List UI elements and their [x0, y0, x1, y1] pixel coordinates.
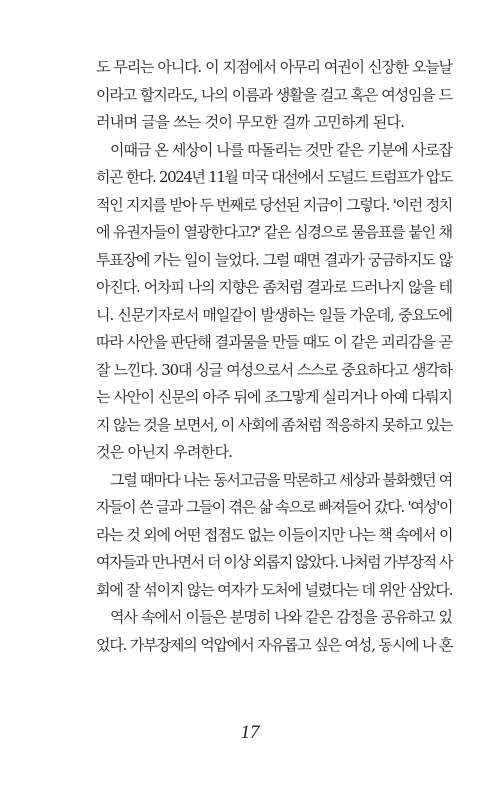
- text-line: 것은 아닌지 우려한다.: [96, 443, 233, 461]
- text-line: 었다. 가부장제의 억압에서 자유롭고 싶은 여성, 동시에 나 혼: [96, 635, 453, 654]
- text-line: 라는 것 외에 어떤 접점도 없는 이들이지만 나는 책 속에서 이: [96, 525, 453, 544]
- book-page-body: [96, 54, 452, 659]
- text-line: 그럴 때마다 나는 동서고금을 막론하고 세상과 불화했던 여: [110, 470, 452, 489]
- page-number: 17: [240, 722, 260, 743]
- paragraph: [96, 604, 452, 659]
- text-line: 자들이 쓴 글과 그들이 겪은 삶 속으로 빠져들어 갔다. '여성'이: [96, 498, 452, 516]
- text-line: 여자들과 만나면서 더 이상 외롭지 않았다. 나처럼 가부장적 사: [96, 553, 452, 571]
- text-line: 아진다. 어차피 나의 지향은 좀처럼 결과로 드러나지 않을 테: [96, 278, 452, 296]
- text-line: 적인 지지를 받아 두 번째로 당선된 지금이 그렇다. '이런 정치: [96, 195, 452, 214]
- text-line: 는 사안이 신문의 아주 뒤에 조그맣게 실리거나 아예 다뤄지: [96, 388, 452, 406]
- text-line: 에 유권자들이 열광한다고?' 같은 심경으로 물음표를 붙인 채: [96, 223, 452, 241]
- paragraph: [96, 54, 452, 137]
- paragraph: [96, 137, 452, 467]
- text-line: 러내며 글을 쓰는 것이 무모한 걸까 고민하게 된다.: [96, 113, 405, 131]
- text-line: 회에 잘 섞이지 않는 여자가 도처에 널렸다는 데 위안 삼았다.: [96, 580, 453, 599]
- text-line: 잘 느낀다. 30대 싱글 여성으로서 스스로 중요하다고 생각하: [96, 360, 452, 379]
- text-line: 투표장에 가는 일이 늘었다. 그럴 때면 결과가 궁금하지도 않: [96, 250, 452, 269]
- text-line: 도 무리는 아니다. 이 지점에서 아무리 여권이 신장한 오늘날: [96, 58, 452, 76]
- paragraph: [96, 467, 452, 605]
- text-line: 히곤 한다. 2024년 11월 미국 대선에서 도널드 트럼프가 압도: [96, 168, 452, 186]
- text-line: 따라 사안을 판단해 결과물을 만들 때도 이 같은 괴리감을 곧: [96, 333, 452, 351]
- text-line: 이라고 할지라도, 나의 이름과 생활을 걸고 혹은 여성임을 드: [96, 85, 452, 104]
- text-line: 역사 속에서 이들은 분명히 나와 같은 감정을 공유하고 있: [110, 608, 452, 626]
- text-line: 지 않는 것을 보면서, 이 사회에 좀처럼 적응하지 못하고 있는: [96, 415, 453, 434]
- text-line: 니. 신문기자로서 매일같이 발생하는 일들 가운데, 중요도에: [96, 305, 452, 324]
- text-line: 이때금 온 세상이 나를 따돌리는 것만 같은 기분에 사로잡: [110, 140, 452, 159]
